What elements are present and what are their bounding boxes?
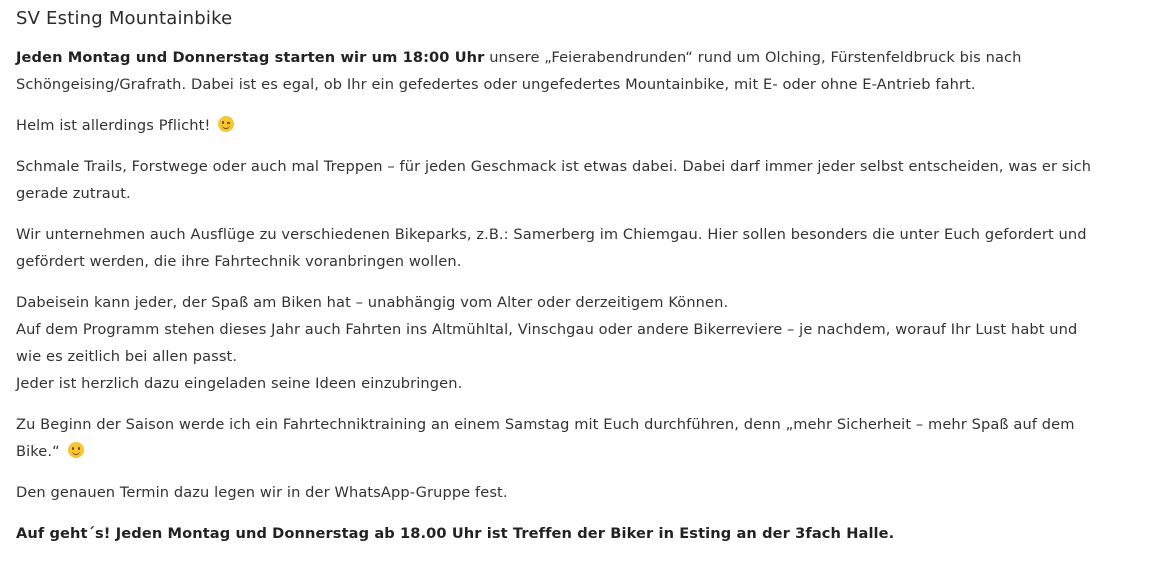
winking-face-icon bbox=[218, 116, 234, 132]
intro-bold-text: Jeden Montag und Donnerstag starten wir um 18:00 Uhr bbox=[16, 49, 485, 66]
everyone-line-2: Auf dem Programm stehen dieses Jahr auch Fahrten ins Altmühltal, Vinschgau oder andere Bikerreviere – je nachdem, worauf Ihr Lust habt und wie es zeitlich bei allen passt. bbox=[16, 321, 1078, 365]
smiling-face-icon bbox=[68, 442, 84, 458]
helmet-paragraph bbox=[16, 112, 1101, 139]
bikeparks-paragraph: Wir unternehmen auch Ausflüge zu verschiedenen Bikeparks, z.B.: Samerberg im Chiemgau. Hier sollen besonders die unter Euch gefordert und gefördert werden, die ihre Fahrtechnik voranbringen wollen. bbox=[16, 226, 1087, 270]
everyone-line-1: Dabeisein kann jeder, der Spaß am Biken hat – unabhängig vom Alter oder derzeitigem Können. bbox=[16, 294, 729, 311]
everyone-paragraph bbox=[16, 289, 1101, 397]
helmet-text: Helm ist allerdings Pflicht! bbox=[16, 117, 211, 134]
everyone-line-3: Jeder ist herzlich dazu eingeladen seine Ideen einzubringen. bbox=[16, 375, 463, 392]
closing-paragraph bbox=[16, 520, 1101, 547]
page-title: SV Esting Mountainbike bbox=[16, 8, 233, 29]
training-text: Zu Beginn der Saison werde ich ein Fahrtechniktraining an einem Samstag mit Euch durchführen, denn „mehr Sicherheit – mehr Spaß auf dem Bike.“ bbox=[16, 416, 1075, 460]
whatsapp-paragraph: Den genauen Termin dazu legen wir in der WhatsApp-Gruppe fest. bbox=[16, 484, 508, 501]
closing-bold-text: Auf geht´s! Jeden Montag und Donnerstag ab 18.00 Uhr ist Treffen der Biker in Esting an der 3fach Halle. bbox=[16, 525, 895, 542]
training-paragraph bbox=[16, 411, 1101, 465]
intro-paragraph bbox=[16, 44, 1101, 98]
intro-text: unsere „Feierabendrunden“ rund um Olching, Fürstenfeldbruck bis nach Schöngeising/Grafrath. Dabei ist es egal, ob Ihr ein gefedertes oder ungefedertes Mountainbike, mit E- oder ohne E-Antrieb fahrt. bbox=[16, 49, 1022, 93]
trails-paragraph: Schmale Trails, Forstwege oder auch mal Treppen – für jeden Geschmack ist etwas dabei. Dabei darf immer jeder selbst entscheiden, was er sich gerade zutraut. bbox=[16, 158, 1092, 202]
